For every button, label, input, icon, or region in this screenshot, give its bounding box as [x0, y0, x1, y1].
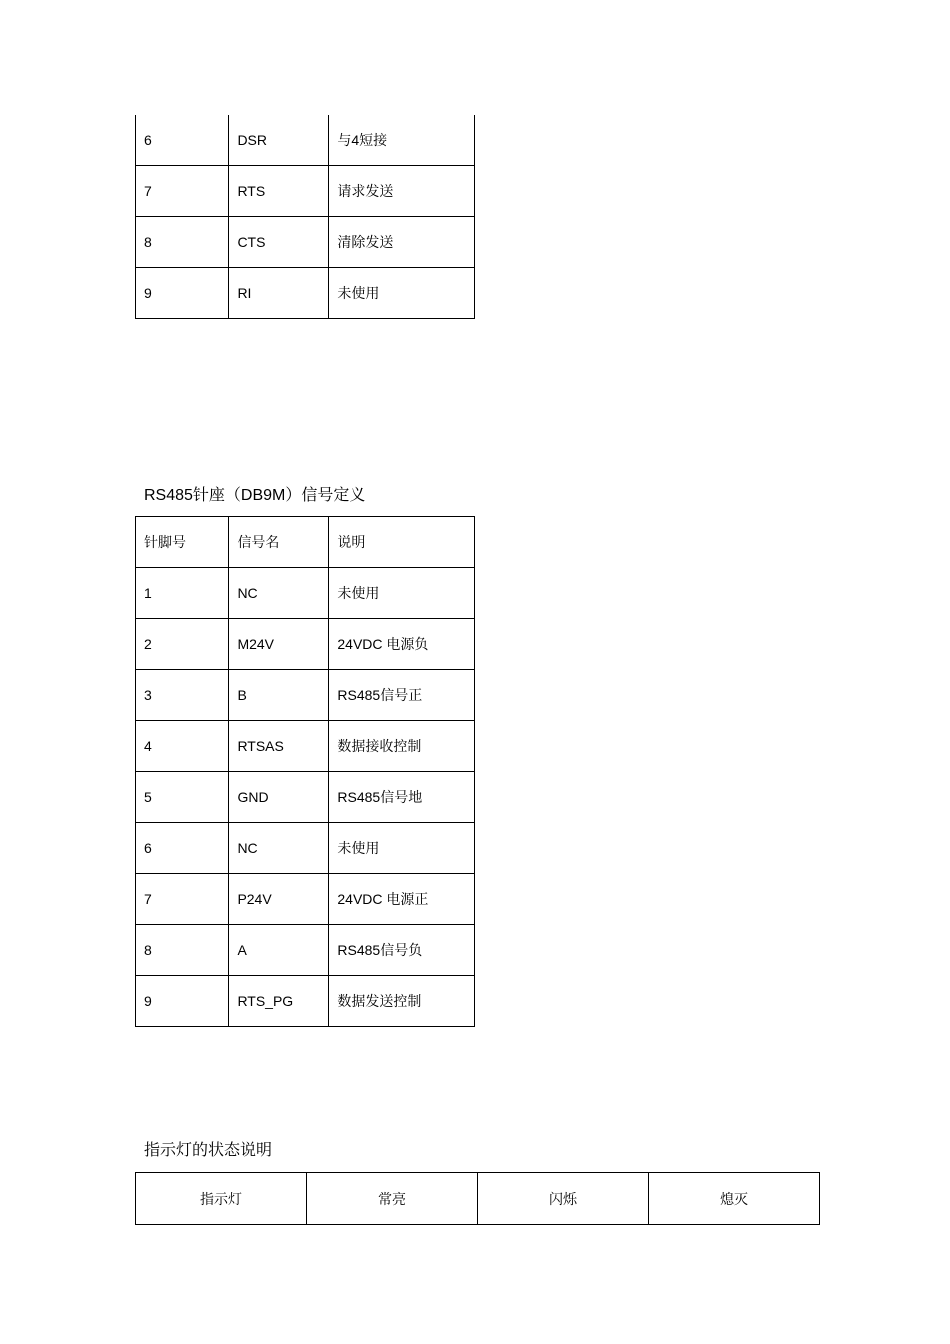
table-row	[136, 217, 475, 268]
table-row	[136, 166, 475, 217]
signal-name-cell: NC	[229, 568, 329, 619]
description-cell: 未使用	[329, 823, 475, 874]
signal-name-cell: RTSAS	[229, 721, 329, 772]
header-off: 熄灭	[649, 1173, 820, 1225]
pin-table-continued	[135, 115, 475, 319]
description-cell: 24VDC 电源正	[329, 874, 475, 925]
table-row	[136, 976, 475, 1027]
header-indicator: 指示灯	[136, 1173, 307, 1225]
table-header-row	[136, 1173, 820, 1225]
table-row	[136, 568, 475, 619]
description-cell: 与4短接	[329, 115, 475, 166]
signal-name-cell: A	[229, 925, 329, 976]
pin-number-cell: 9	[136, 268, 229, 319]
description-cell: 未使用	[329, 568, 475, 619]
description-cell: RS485信号正	[329, 670, 475, 721]
table-row	[136, 670, 475, 721]
table-row	[136, 721, 475, 772]
pin-number-cell: 4	[136, 721, 229, 772]
signal-name-cell: P24V	[229, 874, 329, 925]
header-blinking: 闪烁	[478, 1173, 649, 1225]
signal-name-cell: RI	[229, 268, 329, 319]
description-cell: RS485信号地	[329, 772, 475, 823]
led-status-table	[135, 1172, 820, 1225]
signal-name-cell: RTS_PG	[229, 976, 329, 1027]
table-header-row	[136, 517, 475, 568]
signal-name-cell: GND	[229, 772, 329, 823]
header-pin-number: 针脚号	[136, 517, 229, 568]
description-cell: 清除发送	[329, 217, 475, 268]
pin-number-cell: 6	[136, 823, 229, 874]
description-cell: 数据接收控制	[329, 721, 475, 772]
description-cell: 请求发送	[329, 166, 475, 217]
signal-name-cell: B	[229, 670, 329, 721]
header-steady-on: 常亮	[307, 1173, 478, 1225]
pin-number-cell: 7	[136, 166, 229, 217]
header-signal-name: 信号名	[229, 517, 329, 568]
led-section-title: 指示灯的状态说明	[144, 1142, 273, 1159]
pin-number-cell: 2	[136, 619, 229, 670]
rs485-section-title: RS485针座（DB9M）信号定义	[144, 487, 366, 504]
signal-name-cell: NC	[229, 823, 329, 874]
description-cell: RS485信号负	[329, 925, 475, 976]
table-row	[136, 268, 475, 319]
table-row	[136, 823, 475, 874]
description-cell: 未使用	[329, 268, 475, 319]
pin-number-cell: 6	[136, 115, 229, 166]
pin-number-cell: 7	[136, 874, 229, 925]
signal-name-cell: CTS	[229, 217, 329, 268]
pin-number-cell: 3	[136, 670, 229, 721]
pin-number-cell: 5	[136, 772, 229, 823]
description-cell: 数据发送控制	[329, 976, 475, 1027]
header-description: 说明	[329, 517, 475, 568]
signal-name-cell: RTS	[229, 166, 329, 217]
description-cell: 24VDC 电源负	[329, 619, 475, 670]
pin-number-cell: 9	[136, 976, 229, 1027]
rs485-pin-table	[135, 516, 475, 1027]
table-row	[136, 925, 475, 976]
signal-name-cell: M24V	[229, 619, 329, 670]
table-row	[136, 619, 475, 670]
table-row	[136, 874, 475, 925]
signal-name-cell: DSR	[229, 115, 329, 166]
table-row	[136, 772, 475, 823]
table-row	[136, 115, 475, 166]
pin-number-cell: 1	[136, 568, 229, 619]
pin-number-cell: 8	[136, 217, 229, 268]
pin-number-cell: 8	[136, 925, 229, 976]
